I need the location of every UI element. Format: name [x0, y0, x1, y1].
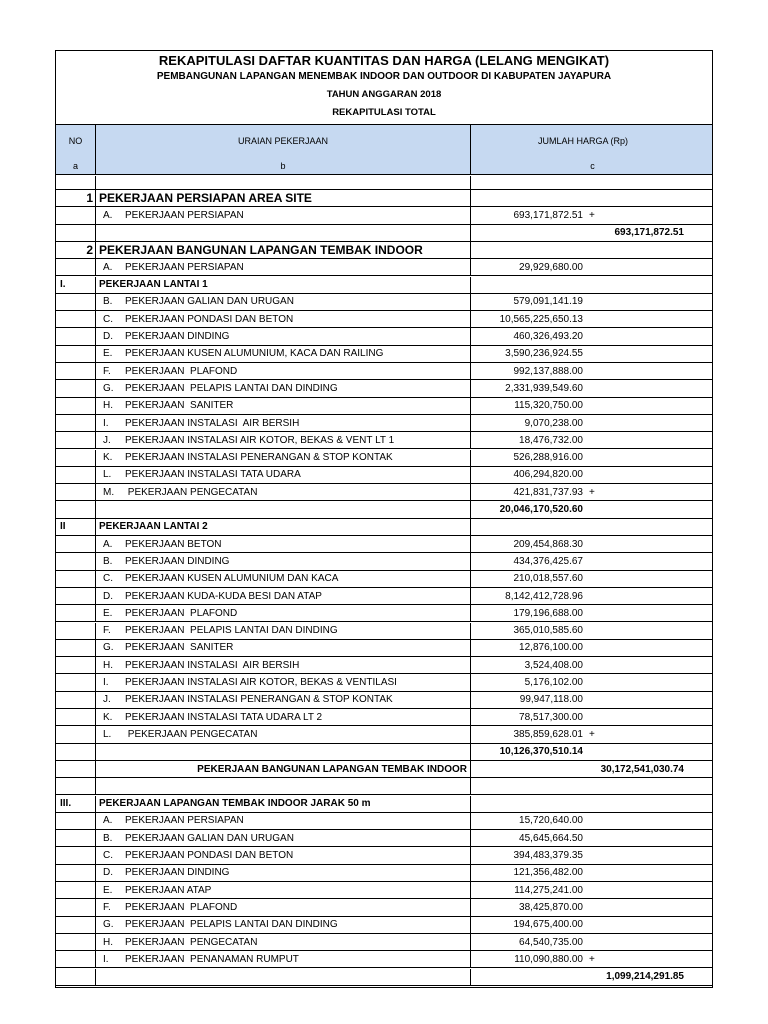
item-description: PEKERJAAN DINDING — [125, 555, 230, 567]
sum-marker: + — [589, 209, 595, 221]
item-letter: A. — [103, 538, 113, 550]
item-amount: 121,356,482.00 — [513, 867, 583, 879]
item-amount: 99,947,118.00 — [519, 694, 583, 706]
item-letter: B. — [103, 296, 113, 308]
title-block — [56, 51, 712, 124]
item-letter: E. — [103, 884, 113, 896]
item-description: PEKERJAAN PONDASI DAN BETON — [125, 313, 294, 325]
table-row — [56, 830, 712, 847]
item-letter: A. — [103, 261, 113, 273]
item-description: PEKERJAAN PENGECATAN — [125, 486, 258, 498]
table-row — [56, 467, 712, 484]
total-amount: 693,171,872.51 — [614, 227, 684, 239]
item-description: PEKERJAAN KUSEN ALUMUNIUM, KACA DAN RAILING — [125, 348, 384, 360]
item-amount: 3,524,408.00 — [524, 659, 583, 671]
section-title: PEKERJAAN BANGUNAN LAPANGAN TEMBAK INDOOR — [99, 243, 423, 258]
item-letter: C. — [103, 313, 113, 325]
item-letter: I. — [103, 677, 109, 689]
item-description: PEKERJAAN INSTALASI AIR KOTOR, BEKAS & VENT LT 1 — [125, 434, 395, 446]
table-row — [56, 951, 712, 968]
item-letter: D. — [103, 590, 113, 602]
item-amount: 8,142,412,728.96 — [505, 590, 583, 602]
item-letter: F. — [103, 901, 111, 913]
item-description: PEKERJAAN INSTALASI AIR BERSIH — [125, 659, 300, 671]
table-row — [56, 882, 712, 899]
item-description: PEKERJAAN INSTALASI TATA UDARA LT 2 — [125, 711, 323, 723]
item-letter: F. — [103, 625, 111, 637]
item-letter: J. — [103, 434, 111, 446]
item-letter: H. — [103, 936, 113, 948]
item-letter: F. — [103, 365, 111, 377]
item-amount: 526,288,916.00 — [513, 452, 583, 464]
subtotal-amount: 10,126,370,510.14 — [499, 746, 583, 758]
table-row — [56, 571, 712, 588]
item-amount: 64,540,735.00 — [519, 936, 583, 948]
group-number: III. — [60, 798, 72, 810]
item-letter: L. — [103, 469, 112, 481]
item-amount: 460,326,493.20 — [513, 331, 583, 343]
item-amount: 29,929,680.00 — [519, 261, 583, 273]
item-letter: M. — [103, 486, 115, 498]
item-description: PEKERJAAN PENGECATAN — [125, 728, 258, 740]
item-amount: 3,590,236,924.55 — [505, 348, 583, 360]
item-amount: 992,137,888.00 — [513, 365, 583, 377]
item-letter: I. — [103, 417, 109, 429]
table-row — [56, 692, 712, 709]
table-row — [56, 398, 712, 415]
item-letter: B. — [103, 832, 113, 844]
item-letter: A. — [103, 815, 113, 827]
sum-marker: + — [589, 486, 595, 498]
item-letter: H. — [103, 400, 113, 412]
document-title: REKAPITULASI DAFTAR KUANTITAS DAN HARGA (LELANG MENGIKAT) — [158, 53, 610, 68]
item-amount: 114,275,241.00 — [514, 884, 583, 896]
table-row — [56, 294, 712, 311]
item-amount: 9,070,238.00 — [524, 417, 583, 429]
fiscal-year: TAHUN ANGGARAN 2018 — [326, 89, 442, 100]
section-title: PEKERJAAN PERSIAPAN AREA SITE — [99, 191, 312, 206]
item-description: PEKERJAAN PONDASI DAN BETON — [125, 850, 294, 862]
item-description: PEKERJAAN KUDA-KUDA BESI DAN ATAP — [125, 590, 322, 602]
item-description: PEKERJAAN DINDING — [125, 331, 230, 343]
sum-label: PEKERJAAN BANGUNAN LAPANGAN TEMBAK INDOOR — [197, 763, 467, 775]
item-description: PEKERJAAN PLAFOND — [125, 901, 238, 913]
table-row — [56, 847, 712, 864]
table-row — [56, 588, 712, 605]
table-row — [56, 259, 712, 276]
item-description: PEKERJAAN PLAFOND — [125, 365, 238, 377]
table-row — [56, 380, 712, 397]
item-amount: 209,454,868.30 — [513, 538, 583, 550]
table-row — [56, 865, 712, 882]
item-description: PEKERJAAN BETON — [125, 538, 222, 550]
table-row — [56, 346, 712, 363]
table-row — [56, 969, 712, 986]
item-amount: 110,090,880.00 — [514, 953, 583, 965]
recap-label: REKAPITULASI TOTAL — [332, 107, 436, 118]
item-description: PEKERJAAN SANITER — [125, 400, 234, 412]
item-description: PEKERJAAN DINDING — [125, 867, 230, 879]
table-row — [56, 225, 712, 242]
item-letter: K. — [103, 711, 113, 723]
document-subtitle: PEMBANGUNAN LAPANGAN MENEMBAK INDOOR DAN OUTDOOR DI KABUPATEN JAYAPURA — [156, 71, 612, 82]
item-description: PEKERJAAN INSTALASI PENERANGAN & STOP KONTAK — [125, 452, 393, 464]
table-row — [56, 778, 712, 795]
item-amount: 179,196,688.00 — [513, 607, 583, 619]
table-row — [56, 277, 712, 294]
item-description: PEKERJAAN PERSIAPAN — [125, 209, 244, 221]
group-title: PEKERJAAN LANTAI 1 — [99, 279, 208, 291]
header-col-c: c — [590, 160, 595, 171]
table-row — [56, 328, 712, 345]
header-letter-row — [56, 157, 712, 175]
item-amount: 2,331,939,549.60 — [505, 382, 583, 394]
item-description: PEKERJAAN PERSIAPAN — [125, 261, 244, 273]
item-letter: D. — [103, 867, 113, 879]
table-row — [56, 190, 712, 207]
table-row — [56, 536, 712, 553]
item-letter: C. — [103, 850, 113, 862]
item-letter: H. — [103, 659, 113, 671]
item-amount: 434,376,425.67 — [513, 555, 583, 567]
item-description: PEKERJAAN PERSIAPAN — [125, 815, 244, 827]
table-row — [56, 605, 712, 622]
item-letter: I. — [103, 953, 109, 965]
item-letter: E. — [103, 607, 113, 619]
item-description: PEKERJAAN PENANAMAN RUMPUT — [125, 953, 299, 965]
table-row — [56, 761, 712, 778]
item-description: PEKERJAAN GALIAN DAN URUGAN — [125, 296, 294, 308]
item-description: PEKERJAAN PENGECATAN — [125, 936, 258, 948]
item-description: PEKERJAAN PELAPIS LANTAI DAN DINDING — [125, 919, 338, 931]
item-description: PEKERJAAN INSTALASI AIR KOTOR, BEKAS & VENTILASI — [125, 677, 397, 689]
item-letter: E. — [103, 348, 113, 360]
item-letter: D. — [103, 331, 113, 343]
sum-marker: + — [589, 728, 595, 740]
header-uraian: URAIAN PEKERJAAN — [237, 136, 329, 146]
item-amount: 115,320,750.00 — [514, 400, 583, 412]
group-title: PEKERJAAN LANTAI 2 — [99, 521, 208, 533]
item-amount: 15,720,640.00 — [519, 815, 583, 827]
table-row — [56, 744, 712, 761]
item-description: PEKERJAAN PELAPIS LANTAI DAN DINDING — [125, 625, 338, 637]
sum-marker: + — [589, 953, 595, 965]
group-number: I. — [60, 279, 66, 291]
item-amount: 194,675,400.00 — [513, 919, 583, 931]
item-amount: 18,476,732.00 — [519, 434, 583, 446]
item-description: PEKERJAAN SANITER — [125, 642, 234, 654]
item-amount: 421,831,737.93 — [513, 486, 583, 498]
group-title: PEKERJAAN LAPANGAN TEMBAK INDOOR JARAK 50 m — [99, 798, 371, 810]
item-description: PEKERJAAN ATAP — [125, 884, 212, 896]
table-row — [56, 813, 712, 830]
item-amount: 394,483,379.35 — [513, 850, 583, 862]
table-row — [56, 207, 712, 224]
item-description: PEKERJAAN KUSEN ALUMUNIUM DAN KACA — [125, 573, 339, 585]
sum-total-amount: 30,172,541,030.74 — [600, 763, 684, 775]
header-row — [56, 124, 712, 158]
item-description: PEKERJAAN INSTALASI PENERANGAN & STOP KONTAK — [125, 694, 393, 706]
header-col-b: b — [280, 160, 286, 171]
total-amount: 1,099,214,291.85 — [606, 971, 684, 983]
item-letter: G. — [103, 382, 114, 394]
rekapitulasi-sheet — [55, 50, 713, 988]
table-row — [56, 623, 712, 640]
item-description: PEKERJAAN PLAFOND — [125, 607, 238, 619]
header-jumlah: JUMLAH HARGA (Rp) — [538, 136, 629, 146]
item-description: PEKERJAAN INSTALASI TATA UDARA — [125, 469, 301, 481]
table-row — [56, 674, 712, 691]
section-number: 2 — [86, 243, 93, 258]
table-row — [56, 553, 712, 570]
table-row — [56, 242, 712, 259]
table-row — [56, 796, 712, 813]
item-amount: 12,876,100.00 — [519, 642, 583, 654]
subtotal-amount: 20,046,170,520.60 — [499, 504, 583, 516]
table-row — [56, 450, 712, 467]
section-number: 1 — [86, 191, 93, 206]
item-amount: 579,091,141.19 — [513, 296, 583, 308]
table-row — [56, 726, 712, 743]
table-row — [56, 415, 712, 432]
item-description: PEKERJAAN PELAPIS LANTAI DAN DINDING — [125, 382, 338, 394]
table-header — [56, 124, 712, 176]
item-amount: 38,425,870.00 — [519, 901, 583, 913]
table-row — [56, 640, 712, 657]
item-letter: L. — [103, 728, 112, 740]
table-row — [56, 432, 712, 449]
item-letter: C. — [103, 573, 113, 585]
table-row — [56, 501, 712, 518]
table-row — [56, 657, 712, 674]
item-amount: 45,645,664.50 — [519, 832, 583, 844]
item-letter: K. — [103, 452, 113, 464]
item-letter: G. — [103, 642, 114, 654]
table-row — [56, 934, 712, 951]
header-col-a: a — [72, 160, 78, 171]
item-amount: 365,010,585.60 — [513, 625, 583, 637]
table-row — [56, 311, 712, 328]
item-letter: B. — [103, 555, 113, 567]
item-amount: 78,517,300.00 — [519, 711, 583, 723]
item-amount: 10,565,225,650.13 — [499, 313, 583, 325]
table-row — [56, 363, 712, 380]
header-no: NO — [68, 136, 83, 146]
table-row — [56, 176, 712, 190]
item-description: PEKERJAAN INSTALASI AIR BERSIH — [125, 417, 300, 429]
group-number: II — [60, 521, 66, 533]
table-row — [56, 899, 712, 916]
item-letter: G. — [103, 919, 114, 931]
item-amount: 693,171,872.51 — [513, 209, 583, 221]
table-row — [56, 519, 712, 536]
item-description: PEKERJAAN GALIAN DAN URUGAN — [125, 832, 294, 844]
item-letter: A. — [103, 209, 113, 221]
item-amount: 406,294,820.00 — [513, 469, 583, 481]
item-letter: J. — [103, 694, 111, 706]
table-row — [56, 917, 712, 934]
item-amount: 5,176,102.00 — [524, 677, 583, 689]
item-amount: 385,859,628.01 — [513, 728, 583, 740]
table-row — [56, 709, 712, 726]
table-row — [56, 484, 712, 501]
item-amount: 210,018,557.60 — [513, 573, 583, 585]
